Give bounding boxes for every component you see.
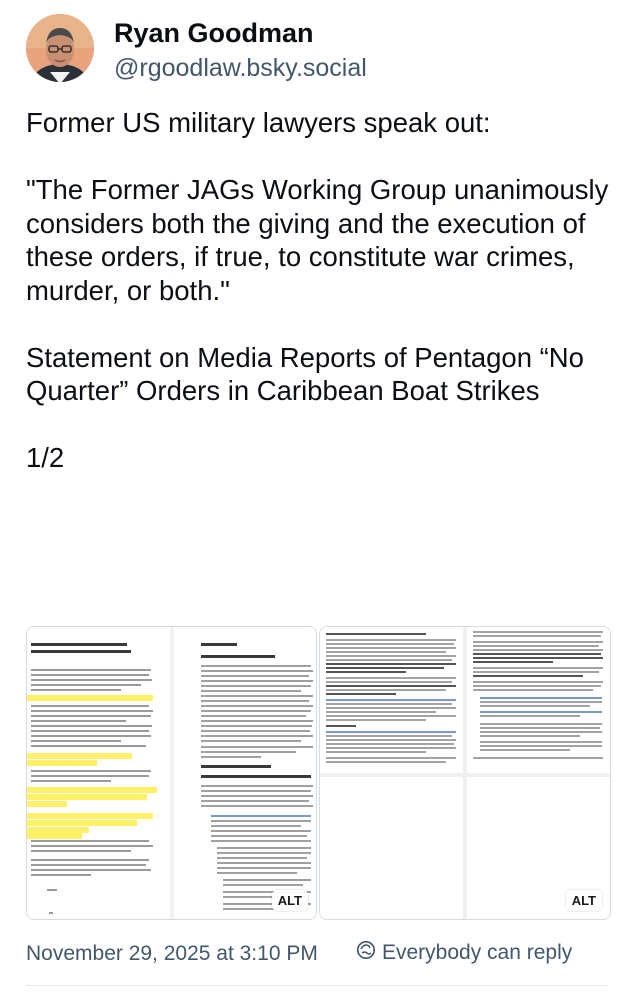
avatar[interactable] <box>26 14 94 82</box>
author-handle[interactable]: @rgoodlaw.bsky.social <box>114 54 367 82</box>
author-name[interactable]: Ryan Goodman <box>114 18 314 48</box>
divider <box>26 985 609 986</box>
alt-badge[interactable]: ALT <box>272 890 308 911</box>
post-text: Former US military lawyers speak out: "The Former JAGs Working Group unanimously considers both the giving and the execution of these orders, if true, to constitute war crimes, murder, or both." Statement on Media Reports of Pentagon “No Quarter” Orders in Caribbean Boat Strikes 1/2 <box>26 107 609 473</box>
reply-settings[interactable] <box>356 940 572 966</box>
alt-badge[interactable]: ALT <box>566 890 602 911</box>
post-header <box>26 14 606 84</box>
image-attachment-1[interactable] <box>26 626 317 920</box>
image-attachment-2[interactable] <box>319 626 611 920</box>
image-gallery <box>26 626 609 918</box>
reply-settings-label: Everybody can reply <box>382 941 573 964</box>
reply-settings-icon <box>356 940 376 966</box>
post-footer <box>26 942 616 972</box>
post-timestamp[interactable]: November 29, 2025 at 3:10 PM <box>26 942 318 965</box>
